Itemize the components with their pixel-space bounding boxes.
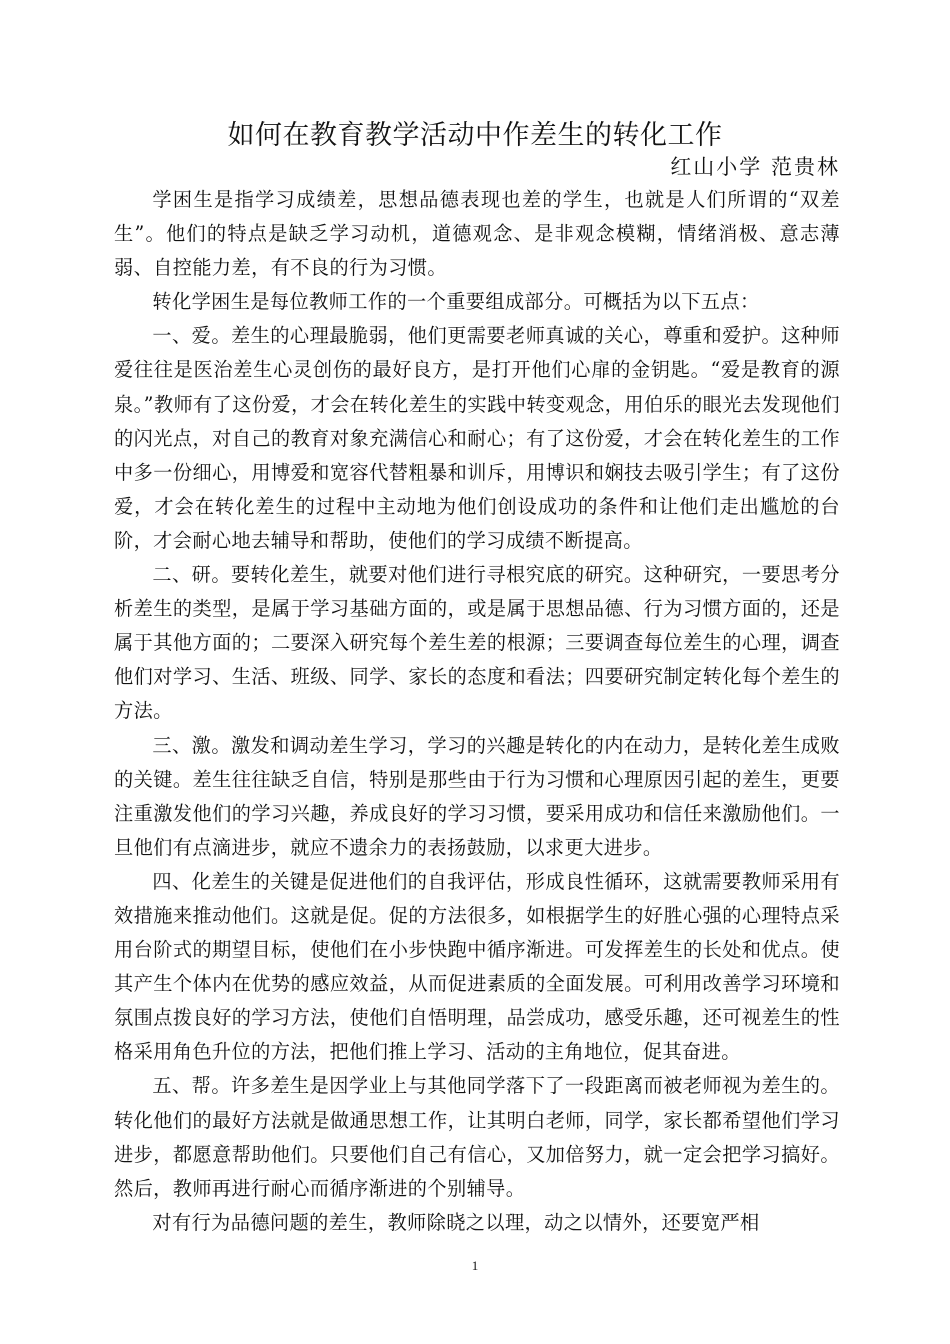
paragraph-love: 一、爱。差生的心理最脆弱，他们更需要老师真诚的关心，尊重和爱护。这种师爱往往是医治差生心灵创伤的最好良方，是打开他们心扉的金钥匙。“爱是教育的源泉。”教师有了这份爱，才会在转化差生的实践中转变观念，用伯乐的眼光去发现他们的闪光点，对自己的教育对象充满信心和耐心；有了这份爱，才会在转化差生的工作中多一份细心，用博爱和宽容代替粗暴和训斥，用博识和娴技去吸引学生；有了这份爱，才会在转化差生的过程中主动地为他们创设成功的条件和让他们走出尴尬的台阶，才会耐心地去辅导和帮助，使他们的学习成绩不断提高。 [114, 324, 840, 552]
paragraph-promote: 四、化差生的关键是促进他们的自我评估，形成良性循环，这就需要教师采用有效措施来推动他们。这就是促。促的方法很多，如根据学生的好胜心强的心理特点采用台阶式的期望目标，使他们在小步快跑中循序渐进。可发挥差生的长处和优点。使其产生个体内在优势的感应效益，从而促进素质的全面发展。可利用改善学习环境和氛围点拨良好的学习方法，使他们自悟明理，品尝成功，感受乐趣，还可视差生的性格采用角色升位的方法，把他们推上学习、活动的主角地位，促其奋进。 [114, 869, 840, 1064]
author-byline: 红山小学 范贵林 [670, 155, 840, 179]
paragraph-research: 二、研。要转化差生，就要对他们进行寻根究底的研究。这种研究，一要思考分析差生的类型，是属于学习基础方面的，或是属于思想品德、行为习惯方面的，还是属于其他方面的；二要深入研究每个差生差的根源；三要调查每位差生的心理，调查他们对学习、生活、班级、同学、家长的态度和看法；四要研究制定转化每个差生的方法。 [114, 563, 840, 723]
paragraph-behavior: 对有行为品德问题的差生，教师除晓之以理，动之以情外，还要宽严相 [152, 1210, 760, 1234]
page-number: 1 [471, 1258, 479, 1273]
document-title: 如何在教育教学活动中作差生的转化工作 [227, 120, 723, 151]
paragraph-motivate: 三、激。激发和调动差生学习，学习的兴趣是转化的内在动力，是转化差生成败的关键。差生往往缺乏自信，特别是那些由于行为习惯和心理原因引起的差生，更要注重激发他们的学习兴趣，养成良好的学习习惯，要采用成功和信任来激励他们。一旦他们有点滴进步，就应不遗余力的表扬鼓励，以求更大进步。 [114, 733, 840, 859]
document-body [114, 183, 840, 1240]
paragraph-help: 五、帮。许多差生是因学业上与其他同学落下了一段距离而被老师视为差生的。转化他们的最好方法就是做通思想工作，让其明白老师，同学，家长都希望他们学习进步，都愿意帮助他们。只要他们自己有信心，又加倍努力，就一定会把学习搞好。然后，教师再进行耐心而循序渐进的个别辅导。 [114, 1074, 840, 1200]
paragraph-overview: 转化学困生是每位教师工作的一个重要组成部分。可概括为以下五点： [152, 290, 760, 314]
paragraph-intro: 学困生是指学习成绩差，思想品德表现也差的学生，也就是人们所谓的“双差生”。他们的特点是缺乏学习动机，道德观念、是非观念模糊，情绪消极、意志薄弱、自控能力差，有不良的行为习惯。 [114, 188, 840, 280]
